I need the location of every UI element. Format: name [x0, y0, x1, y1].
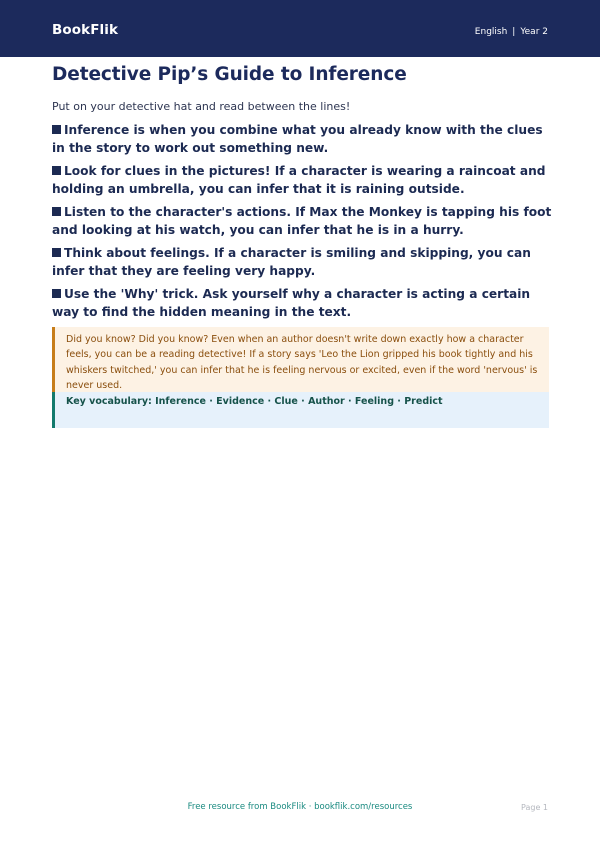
key-point-text: Use the 'Why' trick. Ask yourself why a character is acting a certain way to find the hidden meaning in the text. — [52, 287, 531, 319]
key-point-item — [52, 121, 552, 157]
meta-separator: | — [512, 27, 516, 37]
intro-text: Put on your detective hat and read between the lines! — [52, 100, 351, 113]
key-point-item — [52, 162, 552, 198]
page-number: Page 1 — [521, 803, 548, 812]
square-bullet-icon — [52, 289, 61, 298]
square-bullet-icon — [52, 207, 61, 216]
key-point-text: Look for clues in the pictures! If a character is wearing a raincoat and holding an umbrella, you can infer that it is raining outside. — [52, 164, 546, 196]
key-point-text: Inference is when you combine what you already know with the clues in the story to work out something new. — [52, 123, 543, 155]
square-bullet-icon — [52, 248, 61, 257]
vocabulary-text: Key vocabulary: Inference · Evidence · Clue · Author · Feeling · Predict — [66, 396, 443, 407]
callout-text: Did you know? Did you know? Even when an author doesn't write down exactly how a character feels, you can be a reading detective! If a story says 'Leo the Lion gripped his book tightly and his whiskers twitched,' you can infer that he is feeling nervous or excited, even if the word 'nervous' is never used. — [66, 334, 538, 392]
key-point-item — [52, 244, 552, 280]
key-point-item — [52, 203, 552, 239]
key-point-text: Listen to the character's actions. If Max the Monkey is tapping his foot and looking at his watch, you can infer that he is in a hurry. — [52, 205, 552, 237]
year-label: Year 2 — [520, 27, 548, 37]
key-point-text: Think about feelings. If a character is smiling and skipping, you can infer that they are feeling very happy. — [52, 246, 531, 278]
header-bar — [0, 0, 600, 57]
key-points-list — [52, 121, 552, 326]
subject-label: English — [474, 27, 508, 37]
page-title: Detective Pip’s Guide to Inference — [52, 64, 407, 85]
footer-resource-link[interactable]: Free resource from BookFlik · bookflik.com/resources — [187, 802, 413, 812]
square-bullet-icon — [52, 125, 61, 134]
header-meta — [475, 27, 548, 37]
key-point-item — [52, 285, 552, 321]
key-vocabulary-box — [52, 392, 549, 428]
square-bullet-icon — [52, 166, 61, 175]
did-you-know-callout — [52, 327, 549, 392]
brand-logo-text[interactable]: BookFlik — [52, 22, 119, 38]
